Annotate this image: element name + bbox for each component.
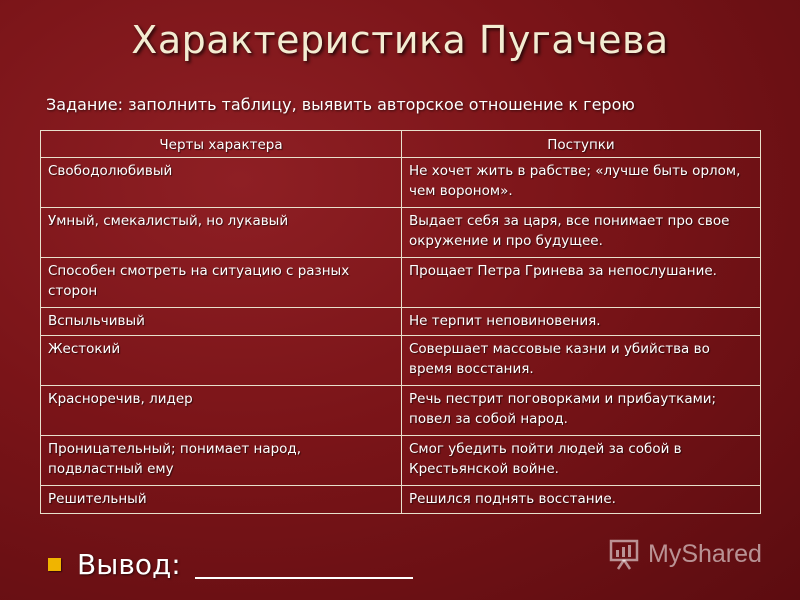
table-row (41, 208, 761, 258)
watermark (608, 536, 762, 572)
slide-title: Характеристика Пугачева (131, 18, 669, 62)
character-table (40, 130, 761, 514)
table-row (41, 308, 761, 336)
deed-cell: Совершает массовые казни и убийства во время восстания. (402, 336, 761, 386)
watermark-text: MyShared (648, 539, 762, 568)
deed-cell: Решился поднять восстание. (402, 486, 761, 514)
trait-cell: Свободолюбивый (41, 158, 402, 208)
table-row (41, 436, 761, 486)
conclusion-label: Вывод: (77, 548, 181, 581)
table-row (41, 386, 761, 436)
conclusion-blank-line (195, 551, 413, 579)
presentation-icon (608, 536, 644, 572)
bullet-icon (48, 558, 61, 571)
deed-cell: Смог убедить пойти людей за собой в Крестьянской войне. (402, 436, 761, 486)
deed-cell: Речь пестрит поговорками и прибаутками; повел за собой народ. (402, 386, 761, 436)
trait-cell: Проницательный; понимает народ, подвластный ему (41, 436, 402, 486)
trait-cell: Способен смотреть на ситуацию с разных сторон (41, 258, 402, 308)
table-row (41, 486, 761, 514)
table-row (41, 336, 761, 386)
conclusion (48, 548, 413, 581)
deed-cell: Не терпит неповиновения. (402, 308, 761, 336)
deed-cell: Не хочет жить в рабстве; «лучше быть орлом, чем вороном». (402, 158, 761, 208)
deed-cell: Прощает Петра Гринева за непослушание. (402, 258, 761, 308)
trait-cell: Вспыльчивый (41, 308, 402, 336)
trait-cell: Жестокий (41, 336, 402, 386)
table-header-row (41, 131, 761, 158)
deed-cell: Выдает себя за царя, все понимает про свое окружение и про будущее. (402, 208, 761, 258)
header-deeds: Поступки (402, 131, 761, 158)
header-traits: Черты характера (41, 131, 402, 158)
task-text: Задание: заполнить таблицу, выявить авторское отношение к герою (46, 95, 635, 114)
trait-cell: Красноречив, лидер (41, 386, 402, 436)
trait-cell: Решительный (41, 486, 402, 514)
table-row (41, 258, 761, 308)
trait-cell: Умный, смекалистый, но лукавый (41, 208, 402, 258)
table-row (41, 158, 761, 208)
